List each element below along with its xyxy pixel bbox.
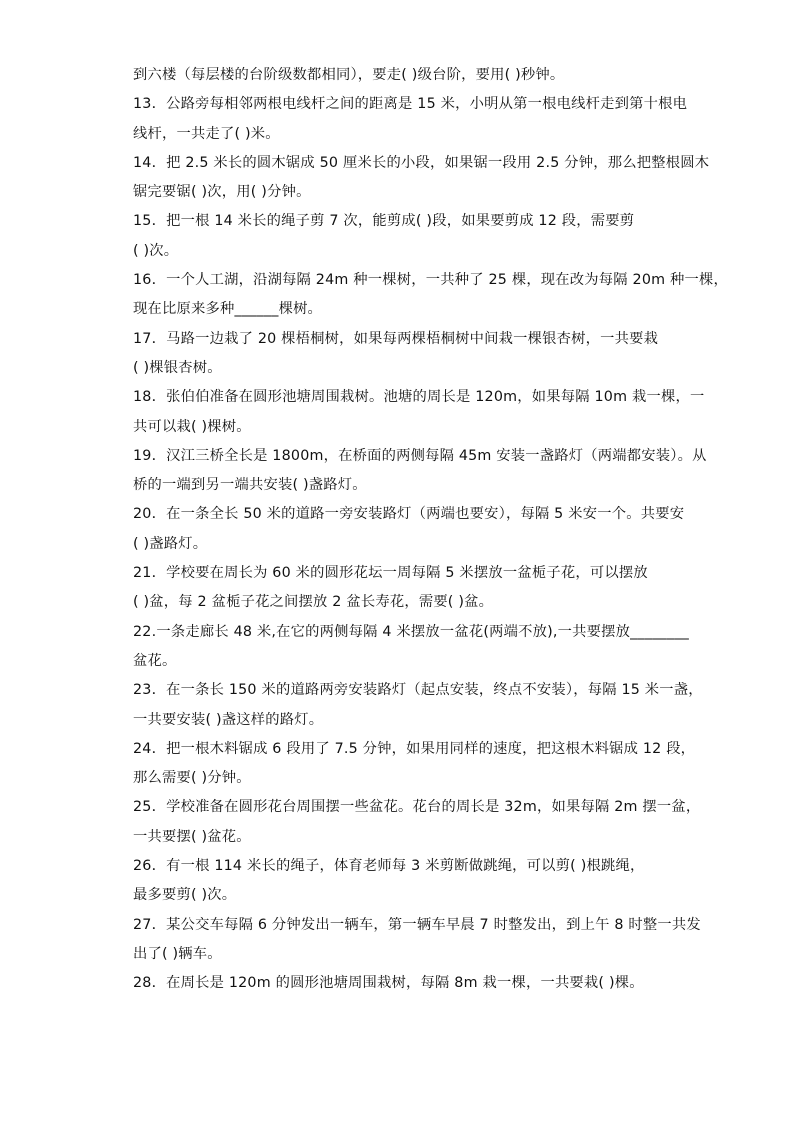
text-line: 21．学校要在周长为 60 米的圆形花坛一周每隔 5 米摆放一盆栀子花，可以摆放 [133,565,648,582]
worksheet-body [133,61,728,999]
text-line: 出了( )辆车。 [133,945,222,962]
text-line: 桥的一端到另一端共安装( )盏路灯。 [133,477,367,494]
text-line: 一共要摆( )盆花。 [133,828,251,845]
text-line: 锯完要锯( )次，用( )分钟。 [133,184,311,201]
text-line: 28．在周长是 120m 的圆形池塘周围栽树，每隔 8m 栽一棵，一共要栽( )棵。 [133,975,644,992]
text-line: 17．马路一边栽了 20 棵梧桐树，如果每两棵梧桐树中间栽一棵银杏树，一共要栽 [133,330,659,347]
text-line: 22.一条走廊长 48 米,在它的两侧每隔 4 米摆放一盆花(两端不放),一共要摆放________ [133,623,689,640]
text-line: 现在比原来多种______棵树。 [133,301,323,318]
text-line: 24．把一根木料锯成 6 段用了 7.5 分钟，如果用同样的速度，把这根木料锯成 12 段， [133,740,696,757]
text-line: ( )次。 [133,242,179,259]
text-line: ( )盏路灯。 [133,535,208,552]
text-line: 13．公路旁每相邻两根电线杆之间的距离是 15 米，小明从第一根电线杆走到第十根电 [133,96,688,113]
text-line: 27．某公交车每隔 6 分钟发出一辆车，第一辆车早晨 7 时整发出，到上午 8 时整一共发 [133,916,701,933]
text-line: 19．汉江三桥全长是 1800m，在桥面的两侧每隔 45m 安装一盏路灯（两端都安装）。从 [133,447,707,464]
text-line: 23．在一条长 150 米的道路两旁安装路灯（起点安装，终点不安装），每隔 15 米一盏， [133,682,703,699]
text-line: 到六楼（每层楼的台阶级数都相同），要走( )级台阶，要用( )秒钟。 [133,67,565,83]
text-line: 15．把一根 14 米长的绳子剪 7 次，能剪成( )段，如果要剪成 12 段，需要剪 [133,213,635,230]
text-line: ( )棵银杏树。 [133,359,222,376]
text-line: 16．一个人工湖，沿湖每隔 24m 种一棵树，一共种了 25 棵，现在改为每隔 20m 种一棵， [133,272,728,289]
text-line: ( )盆，每 2 盆栀子花之间摆放 2 盆长寿花，需要( )盆。 [133,594,494,611]
text-line: 那么需要( )分钟。 [133,770,251,787]
text-line: 共可以栽( )棵树。 [133,418,251,435]
text-line: 26．有一根 114 米长的绳子，体育老师每 3 米剪断做跳绳，可以剪( )根跳绳， [133,858,645,875]
text-line: 最多要剪( )次。 [133,887,237,904]
text-line: 盆花。 [133,652,177,669]
text-line: 18．张伯伯准备在圆形池塘周围栽树。池塘的周长是 120m，如果每隔 10m 栽一棵，一 [133,389,705,406]
text-line: 25．学校准备在圆形花台周围摆一些盆花。花台的周长是 32m，如果每隔 2m 摆一盆， [133,799,701,816]
text-line: 线杆，一共走了( )米。 [133,125,280,142]
text-line: 一共要安装( )盏这样的路灯。 [133,711,324,728]
text-line: 14．把 2.5 米长的圆木锯成 50 厘米长的小段，如果锯一段用 2.5 分钟，那么把整根圆木 [133,154,710,171]
text-line: 20．在一条全长 50 米的道路一旁安装路灯（两端也要安），每隔 5 米安一个。共要安 [133,506,685,523]
